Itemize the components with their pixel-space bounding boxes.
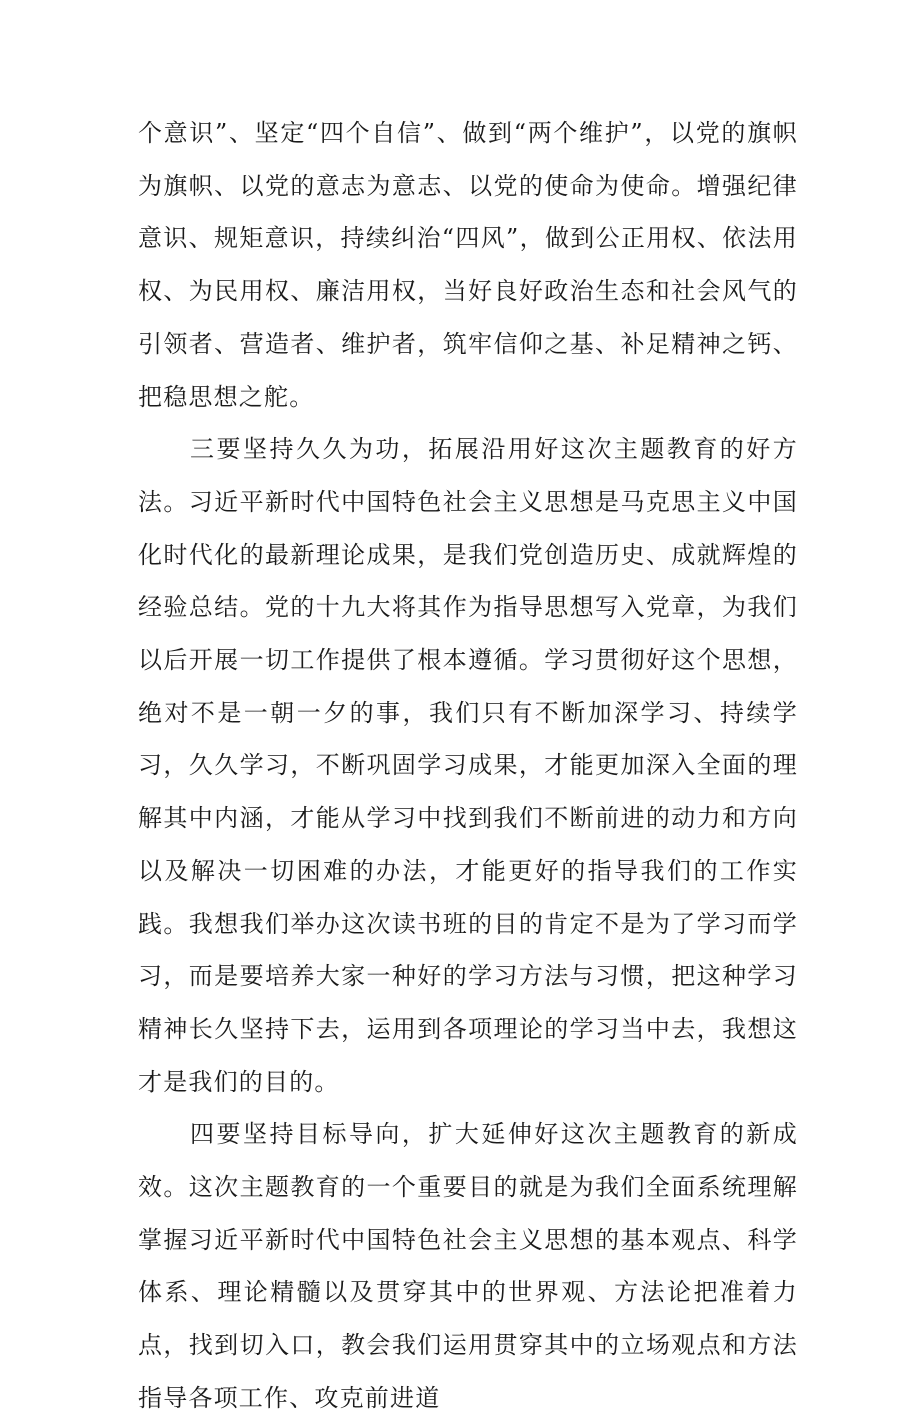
paragraph-point-four: 四要坚持目标导向，扩大延伸好这次主题教育的新成效。这次主题教育的一个重要目的就是为我们全面系统理解掌握习近平新时代中国特色社会主义思想的基本观点、科学体系、理论精髓以及贯穿其中的世界观、方法论把准着力点，找到切入口，教会我们运用贯穿其中的立场观点和方法指导各项工作、攻克前进道 (138, 1120, 798, 1412)
paragraph-continuation: 个意识”、坚定“四个自信”、做到“两个维护”，以党的旗帜为旗帜、以党的意志为意志、以党的使命为使命。增强纪律意识、规矩意识，持续纠治“四风”，做到公正用权、依法用权、为民用权、廉洁用权，当好良好政治生态和社会风气的引领者、营造者、维护者，筑牢信仰之基、补足精神之钙、把稳思想之舵。 (138, 119, 798, 411)
paragraph-point-three: 三要坚持久久为功，拓展沿用好这次主题教育的好方法。习近平新时代中国特色社会主义思想是马克思主义中国化时代化的最新理论成果，是我们党创造历史、成就辉煌的经验总结。党的十九大将其作为指导思想写入党章，为我们以后开展一切工作提供了根本遵循。学习贯彻好这个思想，绝对不是一朝一夕的事，我们只有不断加深学习、持续学习，久久学习，不断巩固学习成果，才能更加深入全面的理解其中内涵，才能从学习中找到我们不断前进的动力和方向以及解决一切困难的办法，才能更好的指导我们的工作实践。我想我们举办这次读书班的目的肯定不是为了学习而学习，而是要培养大家一种好的学习方法与习惯，把这种学习精神长久坚持下去，运用到各项理论的学习当中去，我想这才是我们的目的。 (138, 435, 798, 1096)
body-text (138, 107, 798, 1425)
